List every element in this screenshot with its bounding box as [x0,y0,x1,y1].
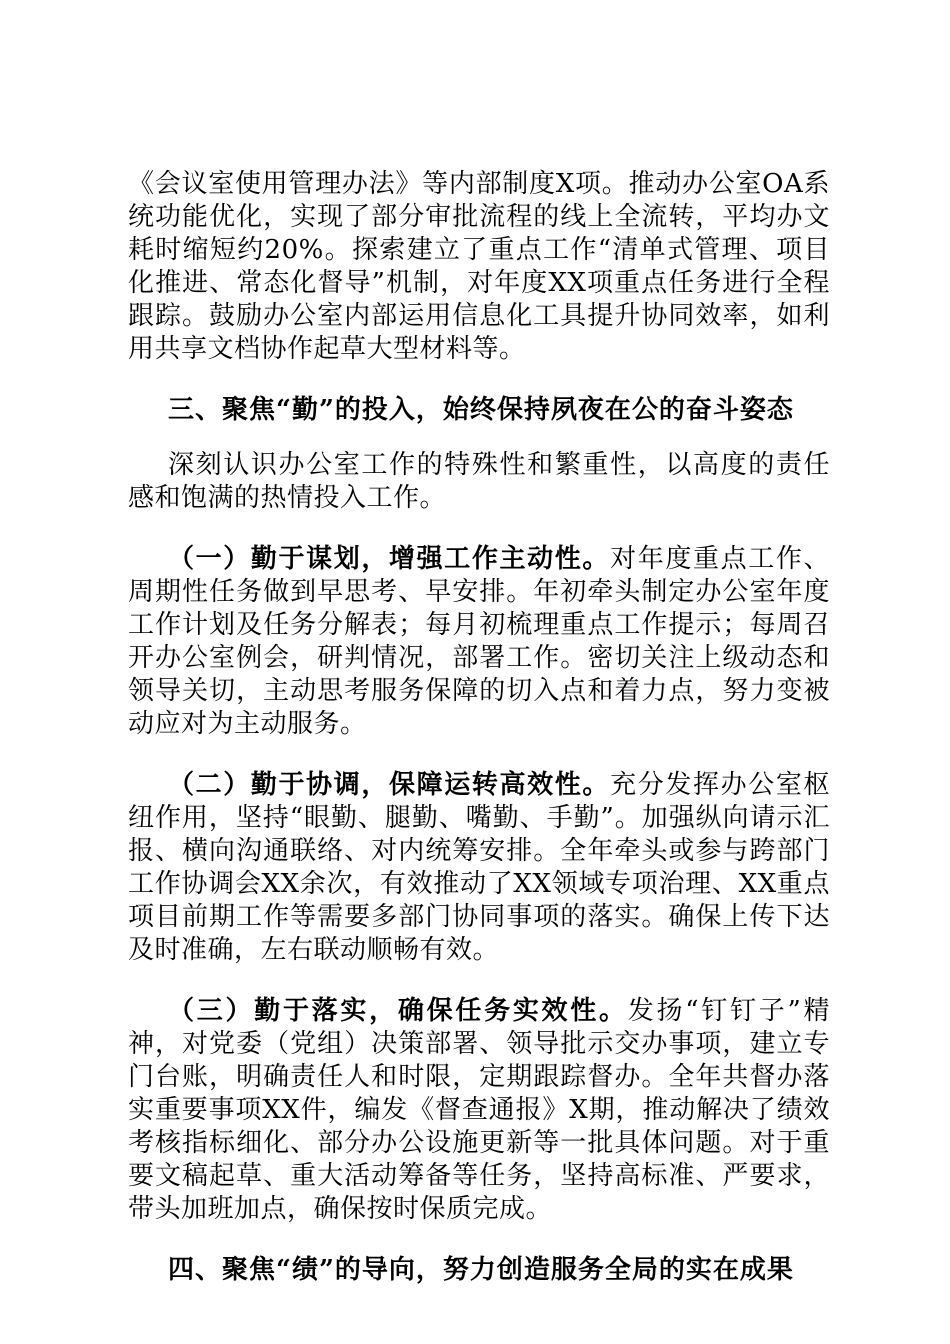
paragraph-oa-system: 《会议室使用管理办法》等内部制度X项。推动办公室OA系统功能优化，实现了部分审批流程的线上全流转，平均办文耗时缩短约20%。探索建立了重点工作“清单式管理、项目化推进、常态化督导”机制，对年度XX项重点任务进行全程跟踪。鼓励办公室内部运用信息化工具提升协同效率，如利用共享文档协作起草大型材料等。 [128,169,830,364]
section-heading-3: 三、聚焦“勤”的投入，始终保持夙夜在公的奋斗姿态 [168,395,794,425]
subsection-1-body: 对年度重点工作、周期性任务做到早思考、早安排。年初牵头制定办公室年度工作计划及任务分解表；每月初梳理重点工作提示；每周召开办公室例会，研判情况，部署工作。密切关注上级动态和领导关切，主动思考服务保障的切入点和着力点，努力变被动应对为主动服务。 [128,544,830,739]
subsection-3-body: 发扬“钉钉子”精神，对党委（党组）决策部署、领导批示交办事项，建立专门台账，明确责任人和时限，定期跟踪督办。全年共督办落实重要事项XX件，编发《督查通报》X期，推动解决了绩效考核指标细化、部分办公设施更新等一批具体问题。对于重要文稿起草、重大活动筹备等任务，坚持高标准、严要求，带头加班加点，确保按时保质完成。 [128,996,830,1224]
document-page [128,168,830,1287]
subsection-1 [128,543,830,741]
subsection-2-body: 充分发挥办公室枢纽作用，坚持“眼勤、腿勤、嘴勤、手勤”。加强纵向请示汇报、横向沟通联络、对内统筹安排。全年牵头或参与跨部门工作协调会XX余次，有效推动了XX领域专项治理、XX重点项目前期工作等需要多部门协同事项的落实。确保上传下达及时准确，左右联动顺畅有效。 [128,770,830,965]
subsection-2 [128,769,830,967]
paragraph-intro-diligence: 深刻认识办公室工作的特殊性和繁重性，以高度的责任感和饱满的热情投入工作。 [128,450,830,513]
subsection-1-title: （一）勤于谋划，增强工作主动性。 [168,544,611,574]
subsection-3-title: （三）勤于落实，确保任务实效性。 [168,996,628,1026]
section-heading-4: 四、聚焦“绩”的导向，努力创造服务全局的实在成果 [168,1255,794,1285]
subsection-3 [128,995,830,1226]
subsection-2-title: （二）勤于协调，保障运转高效性。 [168,770,611,800]
